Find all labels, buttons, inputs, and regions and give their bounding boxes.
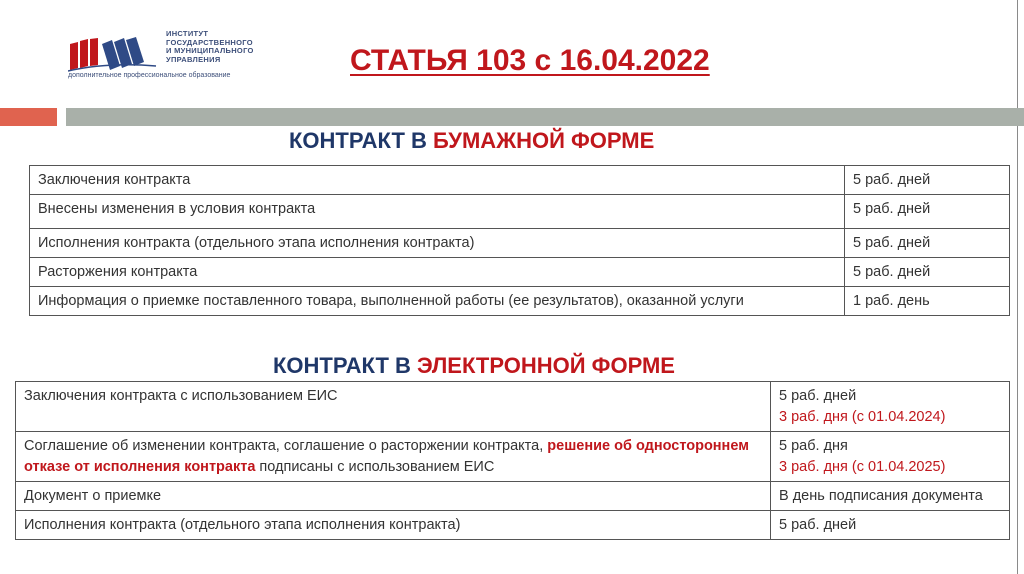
institute-logo [68, 30, 308, 80]
table-row [16, 382, 1010, 432]
heading-prefix: КОНТРАКТ В [289, 128, 434, 153]
event-cell: Внесены изменения в условия контракта [30, 195, 845, 229]
event-cell: Документ о приемке [16, 482, 771, 511]
electronic-contract-heading [273, 353, 675, 379]
logo-line: ГОСУДАРСТВЕННОГО [166, 37, 253, 47]
term-cell: 5 раб. дней [845, 229, 1010, 258]
term-note: 3 раб. дня (с 01.04.2024) [779, 409, 946, 425]
event-cell: Заключения контракта [30, 166, 845, 195]
term-cell: 5 раб. дней [845, 166, 1010, 195]
table-row [16, 432, 1010, 482]
term-value: 5 раб. дня [779, 438, 848, 454]
table-row [30, 229, 1010, 258]
term-note: 3 раб. дня (с 01.04.2025) [779, 459, 946, 475]
slide-title: СТАТЬЯ 103 с 16.04.2022 [350, 44, 710, 77]
table-row [16, 511, 1010, 540]
slide-edge-line [1017, 0, 1018, 574]
books-logo-icon [68, 36, 158, 72]
heading-prefix: КОНТРАКТ В [273, 353, 418, 378]
logo-line: И МУНИЦИПАЛЬНОГО [166, 46, 254, 56]
logo-line: ИНСТИТУТ [166, 29, 209, 38]
term-cell: 5 раб. дней [845, 195, 1010, 229]
table-row [16, 482, 1010, 511]
term-cell: 1 раб. день [845, 287, 1010, 316]
table-row [30, 258, 1010, 287]
term-cell [771, 382, 1010, 432]
paper-contract-heading [289, 128, 654, 154]
event-text: подписаны с использованием ЕИС [255, 459, 495, 475]
heading-accent: БУМАЖНОЙ ФОРМЕ [433, 128, 655, 153]
heading-accent: ЭЛЕКТРОННОЙ ФОРМЕ [417, 353, 675, 378]
logo-subtitle: дополнительное профессиональное образование [68, 72, 231, 79]
table-row [30, 166, 1010, 195]
event-cell [16, 432, 771, 482]
term-cell: 5 раб. дней [771, 511, 1010, 540]
term-value: 5 раб. дней [779, 388, 857, 404]
event-cell: Исполнения контракта (отдельного этапа исполнения контракта) [16, 511, 771, 540]
table-row [30, 287, 1010, 316]
logo-line: УПРАВЛЕНИЯ [166, 54, 221, 64]
event-highlight: решение об одностороннем отказе от исполнения контракта [24, 438, 749, 475]
event-cell: Информация о приемке поставленного товара, выполненной работы (ее результатов), оказанной услуги [30, 287, 845, 316]
table-row [30, 195, 1010, 229]
event-cell: Заключения контракта с использованием ЕИС [16, 382, 771, 432]
event-cell: Расторжения контракта [30, 258, 845, 287]
accent-bar-red [0, 108, 57, 126]
accent-bar-gray [66, 108, 1024, 126]
term-cell [771, 432, 1010, 482]
event-text: Соглашение об изменении контракта, соглашение о расторжении контракта, [24, 438, 548, 454]
electronic-contract-table [15, 381, 1010, 540]
term-cell: 5 раб. дней [845, 258, 1010, 287]
logo-text [166, 30, 254, 64]
paper-contract-table [29, 165, 1010, 316]
event-cell: Исполнения контракта (отдельного этапа исполнения контракта) [30, 229, 845, 258]
term-cell: В день подписания документа [771, 482, 1010, 511]
